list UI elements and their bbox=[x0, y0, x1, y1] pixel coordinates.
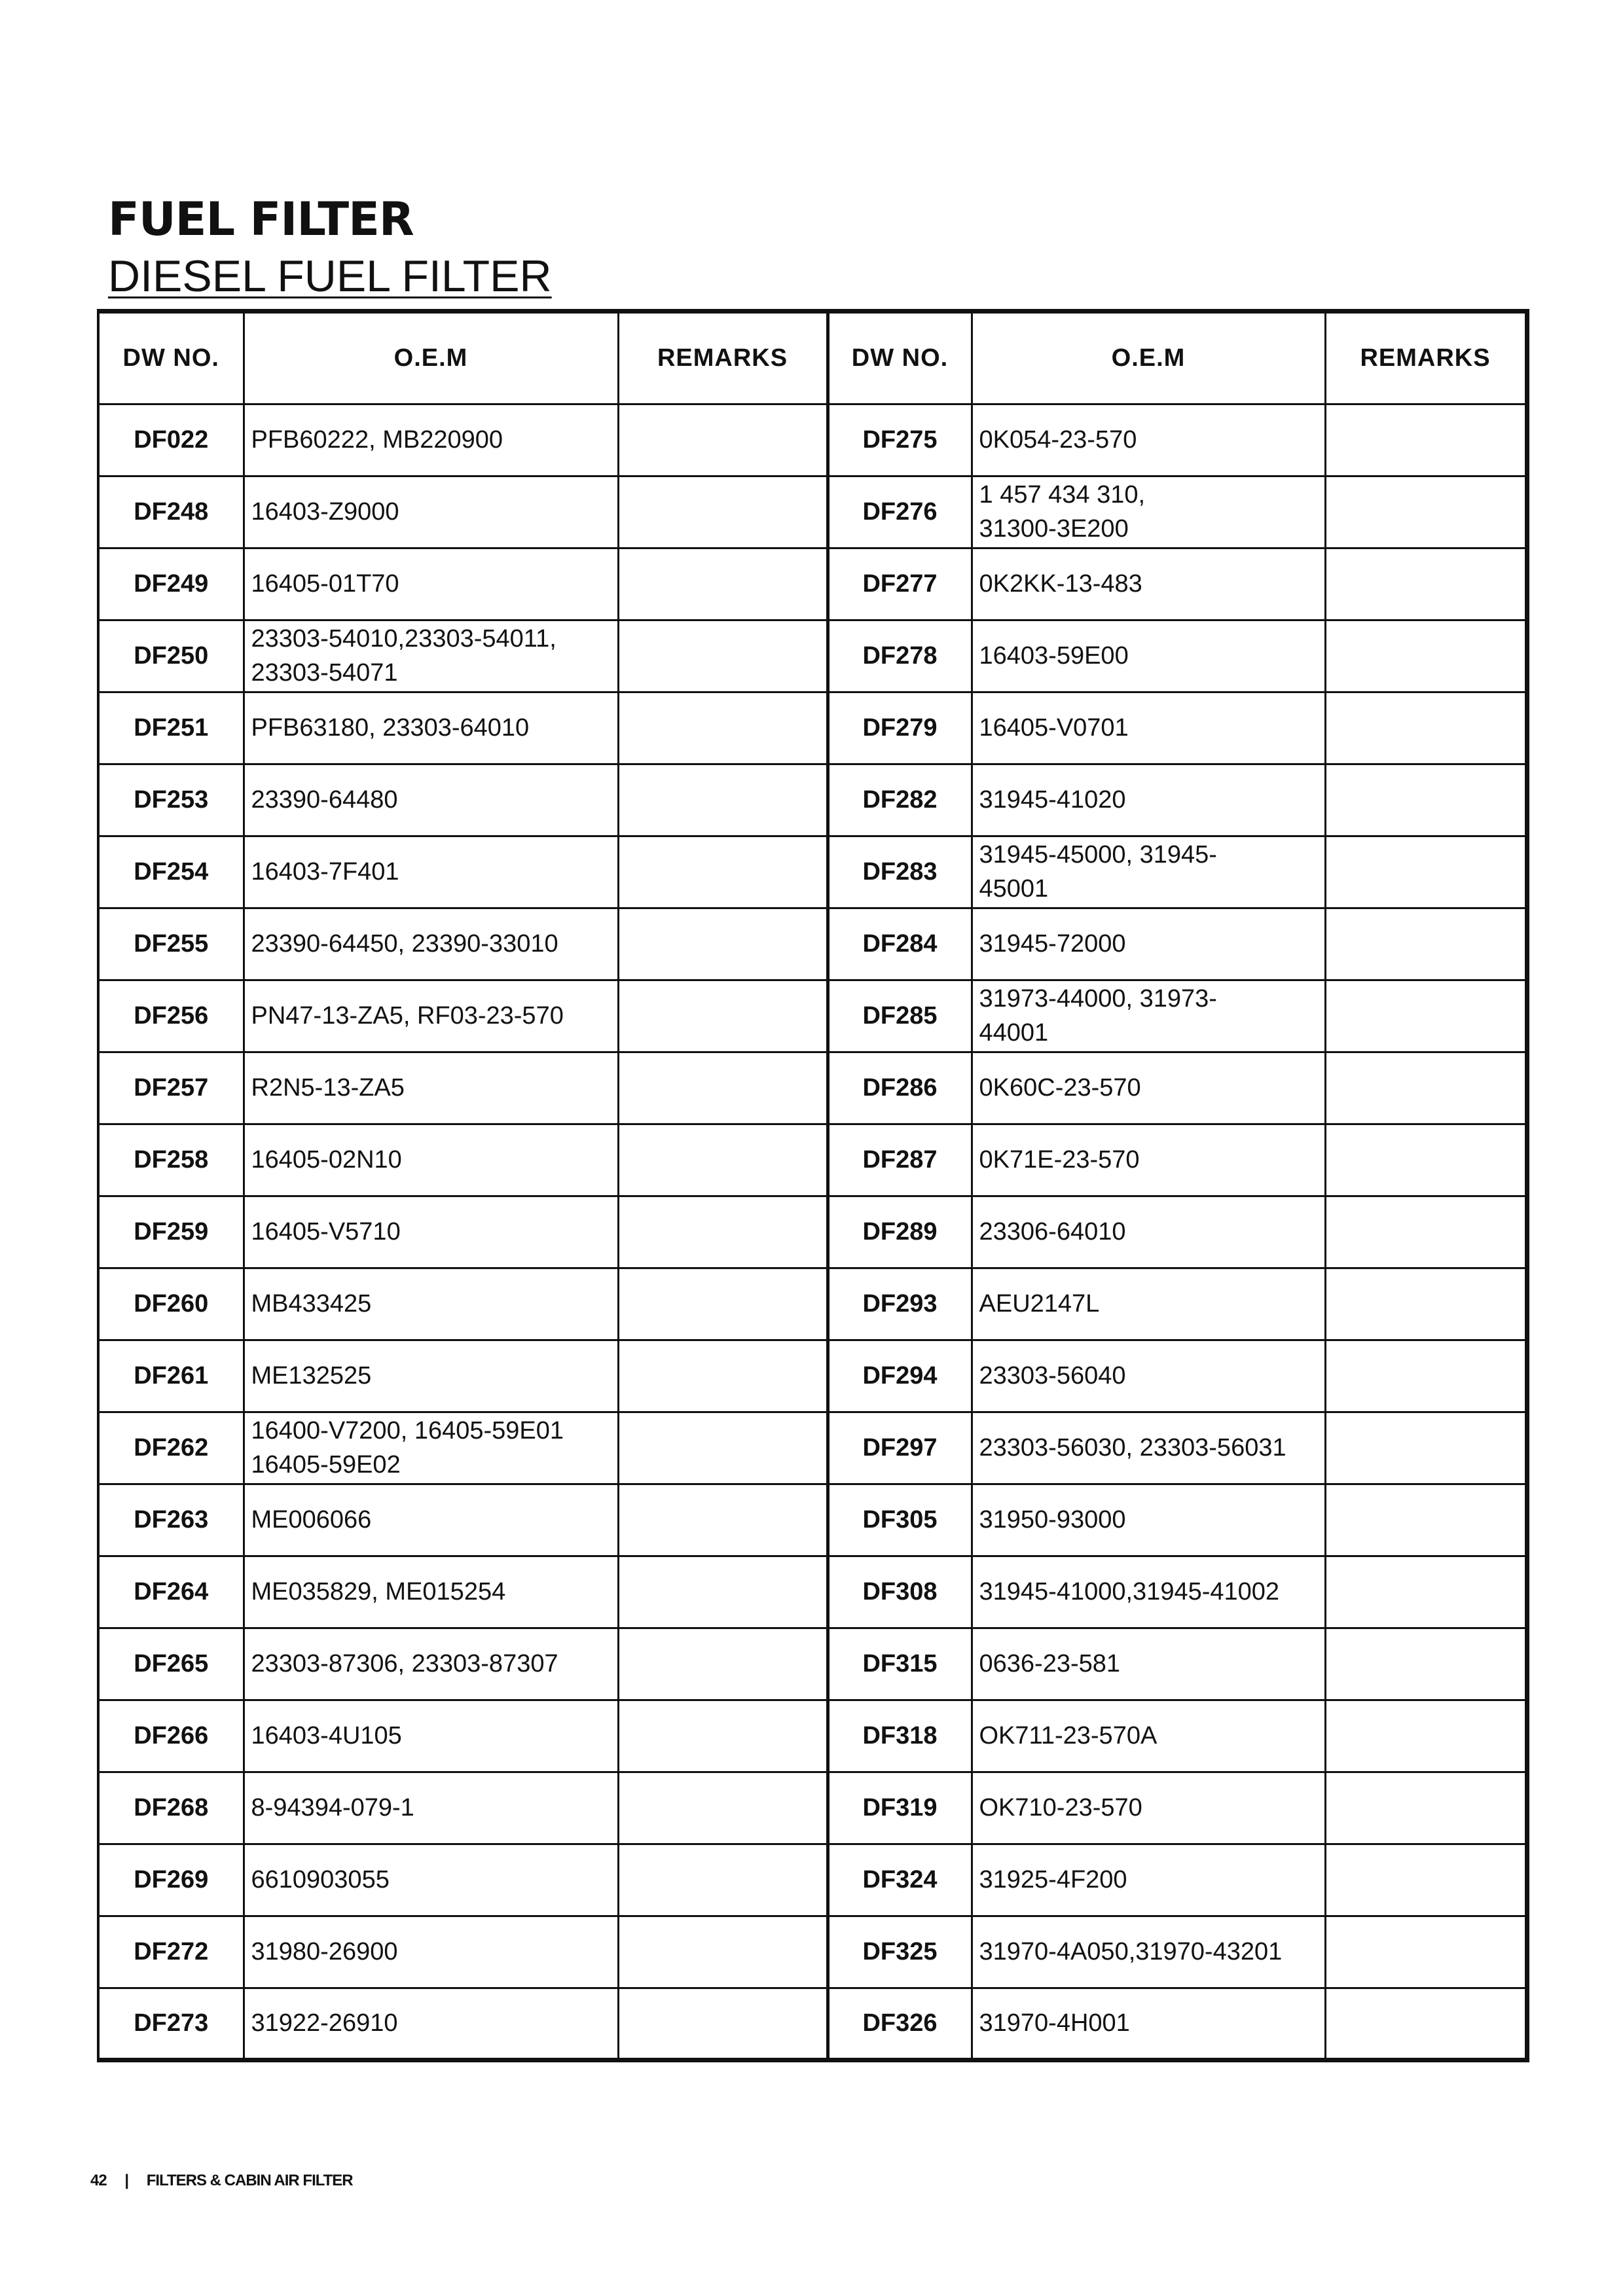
right-dw-no-cell: DF278 bbox=[828, 620, 972, 692]
table-row bbox=[98, 620, 1527, 692]
right-dw-no-cell: DF315 bbox=[828, 1628, 972, 1700]
right-remarks-cell bbox=[1325, 1628, 1527, 1700]
right-oem-cell: 23303-56040 bbox=[972, 1340, 1325, 1412]
header-dw-no-left: DW NO. bbox=[98, 312, 244, 404]
right-oem-cell: 0636-23-581 bbox=[972, 1628, 1325, 1700]
table-row bbox=[98, 476, 1527, 548]
left-remarks-cell bbox=[618, 1052, 828, 1124]
left-remarks-cell bbox=[618, 692, 828, 764]
right-remarks-cell bbox=[1325, 1052, 1527, 1124]
right-remarks-cell bbox=[1325, 764, 1527, 836]
left-oem-cell: R2N5-13-ZA5 bbox=[244, 1052, 618, 1124]
right-dw-no-cell: DF276 bbox=[828, 476, 972, 548]
left-dw-no-cell: DF258 bbox=[98, 1124, 244, 1196]
right-remarks-cell bbox=[1325, 692, 1527, 764]
table-row bbox=[98, 1484, 1527, 1556]
left-oem-cell: 16403-7F401 bbox=[244, 836, 618, 908]
left-dw-no-cell: DF263 bbox=[98, 1484, 244, 1556]
right-remarks-cell bbox=[1325, 476, 1527, 548]
left-dw-no-cell: DF249 bbox=[98, 548, 244, 620]
right-oem-cell: 0K60C-23-570 bbox=[972, 1052, 1325, 1124]
left-oem-cell: 6610903055 bbox=[244, 1844, 618, 1916]
right-dw-no-cell: DF294 bbox=[828, 1340, 972, 1412]
table-row bbox=[98, 1844, 1527, 1916]
right-oem-cell: 31973-44000, 31973- 44001 bbox=[972, 980, 1325, 1052]
table-row bbox=[98, 1772, 1527, 1844]
header-row bbox=[98, 312, 1527, 404]
left-oem-cell: 16405-02N10 bbox=[244, 1124, 618, 1196]
left-oem-cell: MB433425 bbox=[244, 1268, 618, 1340]
left-oem-cell: 16405-01T70 bbox=[244, 548, 618, 620]
right-oem-cell: 31945-72000 bbox=[972, 908, 1325, 980]
right-remarks-cell bbox=[1325, 1556, 1527, 1628]
right-oem-cell: 16403-59E00 bbox=[972, 620, 1325, 692]
left-remarks-cell bbox=[618, 1124, 828, 1196]
table-row bbox=[98, 764, 1527, 836]
left-remarks-cell bbox=[618, 980, 828, 1052]
left-dw-no-cell: DF262 bbox=[98, 1412, 244, 1484]
left-oem-cell: ME035829, ME015254 bbox=[244, 1556, 618, 1628]
right-remarks-cell bbox=[1325, 836, 1527, 908]
fuel-filter-table bbox=[97, 309, 1529, 2062]
left-oem-cell: ME132525 bbox=[244, 1340, 618, 1412]
header-oem-left: O.E.M bbox=[244, 312, 618, 404]
left-oem-cell: 31922-26910 bbox=[244, 1988, 618, 2060]
right-remarks-cell bbox=[1325, 1700, 1527, 1772]
left-dw-no-cell: DF266 bbox=[98, 1700, 244, 1772]
right-oem-cell: 31970-4A050,31970-43201 bbox=[972, 1916, 1325, 1988]
left-remarks-cell bbox=[618, 476, 828, 548]
left-dw-no-cell: DF269 bbox=[98, 1844, 244, 1916]
left-remarks-cell bbox=[618, 1268, 828, 1340]
left-remarks-cell bbox=[618, 1556, 828, 1628]
left-remarks-cell bbox=[618, 1340, 828, 1412]
right-remarks-cell bbox=[1325, 1772, 1527, 1844]
right-remarks-cell bbox=[1325, 1844, 1527, 1916]
left-remarks-cell bbox=[618, 764, 828, 836]
left-oem-cell: PFB60222, MB220900 bbox=[244, 404, 618, 476]
right-dw-no-cell: DF275 bbox=[828, 404, 972, 476]
left-remarks-cell bbox=[618, 1700, 828, 1772]
right-oem-cell: 31925-4F200 bbox=[972, 1844, 1325, 1916]
right-remarks-cell bbox=[1325, 980, 1527, 1052]
right-oem-cell: 0K2KK-13-483 bbox=[972, 548, 1325, 620]
right-remarks-cell bbox=[1325, 548, 1527, 620]
left-oem-cell: 23390-64450, 23390-33010 bbox=[244, 908, 618, 980]
left-oem-cell: PFB63180, 23303-64010 bbox=[244, 692, 618, 764]
table-row bbox=[98, 692, 1527, 764]
left-dw-no-cell: DF273 bbox=[98, 1988, 244, 2060]
left-remarks-cell bbox=[618, 1412, 828, 1484]
table-body bbox=[98, 404, 1527, 2060]
right-remarks-cell bbox=[1325, 404, 1527, 476]
table-row bbox=[98, 1052, 1527, 1124]
right-dw-no-cell: DF325 bbox=[828, 1916, 972, 1988]
left-remarks-cell bbox=[618, 1772, 828, 1844]
left-dw-no-cell: DF250 bbox=[98, 620, 244, 692]
table-row bbox=[98, 1196, 1527, 1268]
header-remarks-right: REMARKS bbox=[1325, 312, 1527, 404]
right-oem-cell: 1 457 434 310, 31300-3E200 bbox=[972, 476, 1325, 548]
right-dw-no-cell: DF285 bbox=[828, 980, 972, 1052]
right-oem-cell: 31970-4H001 bbox=[972, 1988, 1325, 2060]
right-remarks-cell bbox=[1325, 1484, 1527, 1556]
left-remarks-cell bbox=[618, 1484, 828, 1556]
table-row bbox=[98, 1916, 1527, 1988]
left-oem-cell: 23390-64480 bbox=[244, 764, 618, 836]
right-remarks-cell bbox=[1325, 1340, 1527, 1412]
right-remarks-cell bbox=[1325, 1196, 1527, 1268]
right-dw-no-cell: DF308 bbox=[828, 1556, 972, 1628]
right-remarks-cell bbox=[1325, 1988, 1527, 2060]
left-oem-cell: 16403-4U105 bbox=[244, 1700, 618, 1772]
table-row bbox=[98, 1556, 1527, 1628]
page-heading: FUEL FILTER bbox=[108, 192, 414, 246]
table-row bbox=[98, 1412, 1527, 1484]
table-row bbox=[98, 1988, 1527, 2060]
header-remarks-left: REMARKS bbox=[618, 312, 828, 404]
table-row bbox=[98, 836, 1527, 908]
right-oem-cell: OK710-23-570 bbox=[972, 1772, 1325, 1844]
left-dw-no-cell: DF254 bbox=[98, 836, 244, 908]
left-dw-no-cell: DF272 bbox=[98, 1916, 244, 1988]
right-remarks-cell bbox=[1325, 908, 1527, 980]
right-oem-cell: 31945-41000,31945-41002 bbox=[972, 1556, 1325, 1628]
table-row bbox=[98, 1268, 1527, 1340]
right-dw-no-cell: DF277 bbox=[828, 548, 972, 620]
right-dw-no-cell: DF279 bbox=[828, 692, 972, 764]
table-header bbox=[98, 312, 1527, 404]
left-remarks-cell bbox=[618, 1988, 828, 2060]
left-oem-cell: 23303-87306, 23303-87307 bbox=[244, 1628, 618, 1700]
table-row bbox=[98, 1700, 1527, 1772]
left-dw-no-cell: DF264 bbox=[98, 1556, 244, 1628]
right-oem-cell: AEU2147L bbox=[972, 1268, 1325, 1340]
left-dw-no-cell: DF022 bbox=[98, 404, 244, 476]
table-row bbox=[98, 1340, 1527, 1412]
left-remarks-cell bbox=[618, 1628, 828, 1700]
table-row bbox=[98, 1628, 1527, 1700]
header-dw-no-right: DW NO. bbox=[828, 312, 972, 404]
left-oem-cell: 8-94394-079-1 bbox=[244, 1772, 618, 1844]
page-footer bbox=[90, 2172, 353, 2190]
left-remarks-cell bbox=[618, 908, 828, 980]
footer-section-title: FILTERS & CABIN AIR FILTER bbox=[146, 2172, 353, 2189]
left-dw-no-cell: DF251 bbox=[98, 692, 244, 764]
left-dw-no-cell: DF261 bbox=[98, 1340, 244, 1412]
right-dw-no-cell: DF305 bbox=[828, 1484, 972, 1556]
left-oem-cell: 23303-54010,23303-54011, 23303-54071 bbox=[244, 620, 618, 692]
left-remarks-cell bbox=[618, 1196, 828, 1268]
right-dw-no-cell: DF326 bbox=[828, 1988, 972, 2060]
right-oem-cell: 31950-93000 bbox=[972, 1484, 1325, 1556]
right-dw-no-cell: DF283 bbox=[828, 836, 972, 908]
left-dw-no-cell: DF260 bbox=[98, 1268, 244, 1340]
right-oem-cell: OK711-23-570A bbox=[972, 1700, 1325, 1772]
right-remarks-cell bbox=[1325, 1916, 1527, 1988]
left-dw-no-cell: DF256 bbox=[98, 980, 244, 1052]
right-remarks-cell bbox=[1325, 620, 1527, 692]
right-dw-no-cell: DF289 bbox=[828, 1196, 972, 1268]
table-row bbox=[98, 404, 1527, 476]
right-remarks-cell bbox=[1325, 1268, 1527, 1340]
left-remarks-cell bbox=[618, 836, 828, 908]
left-remarks-cell bbox=[618, 548, 828, 620]
right-dw-no-cell: DF297 bbox=[828, 1412, 972, 1484]
left-remarks-cell bbox=[618, 404, 828, 476]
left-remarks-cell bbox=[618, 1916, 828, 1988]
left-remarks-cell bbox=[618, 1844, 828, 1916]
left-oem-cell: 16405-V5710 bbox=[244, 1196, 618, 1268]
header-oem-right: O.E.M bbox=[972, 312, 1325, 404]
left-oem-cell: 31980-26900 bbox=[244, 1916, 618, 1988]
left-remarks-cell bbox=[618, 620, 828, 692]
table-row bbox=[98, 980, 1527, 1052]
right-oem-cell: 0K054-23-570 bbox=[972, 404, 1325, 476]
right-oem-cell: 0K71E-23-570 bbox=[972, 1124, 1325, 1196]
right-dw-no-cell: DF324 bbox=[828, 1844, 972, 1916]
right-remarks-cell bbox=[1325, 1124, 1527, 1196]
table-row bbox=[98, 548, 1527, 620]
left-oem-cell: ME006066 bbox=[244, 1484, 618, 1556]
right-dw-no-cell: DF284 bbox=[828, 908, 972, 980]
page-subheading: DIESEL FUEL FILTER bbox=[108, 251, 552, 301]
left-oem-cell: 16403-Z9000 bbox=[244, 476, 618, 548]
page-number: 42 bbox=[90, 2172, 107, 2189]
left-dw-no-cell: DF259 bbox=[98, 1196, 244, 1268]
left-dw-no-cell: DF253 bbox=[98, 764, 244, 836]
left-oem-cell: PN47-13-ZA5, RF03-23-570 bbox=[244, 980, 618, 1052]
right-oem-cell: 16405-V0701 bbox=[972, 692, 1325, 764]
left-dw-no-cell: DF257 bbox=[98, 1052, 244, 1124]
left-dw-no-cell: DF248 bbox=[98, 476, 244, 548]
table-row bbox=[98, 908, 1527, 980]
right-dw-no-cell: DF318 bbox=[828, 1700, 972, 1772]
right-dw-no-cell: DF282 bbox=[828, 764, 972, 836]
right-remarks-cell bbox=[1325, 1412, 1527, 1484]
left-dw-no-cell: DF255 bbox=[98, 908, 244, 980]
right-oem-cell: 23306-64010 bbox=[972, 1196, 1325, 1268]
right-dw-no-cell: DF293 bbox=[828, 1268, 972, 1340]
table-row bbox=[98, 1124, 1527, 1196]
right-dw-no-cell: DF319 bbox=[828, 1772, 972, 1844]
footer-separator: | bbox=[124, 2172, 129, 2189]
right-dw-no-cell: DF287 bbox=[828, 1124, 972, 1196]
right-oem-cell: 31945-41020 bbox=[972, 764, 1325, 836]
right-oem-cell: 23303-56030, 23303-56031 bbox=[972, 1412, 1325, 1484]
left-dw-no-cell: DF265 bbox=[98, 1628, 244, 1700]
right-oem-cell: 31945-45000, 31945- 45001 bbox=[972, 836, 1325, 908]
left-oem-cell: 16400-V7200, 16405-59E01 16405-59E02 bbox=[244, 1412, 618, 1484]
right-dw-no-cell: DF286 bbox=[828, 1052, 972, 1124]
left-dw-no-cell: DF268 bbox=[98, 1772, 244, 1844]
